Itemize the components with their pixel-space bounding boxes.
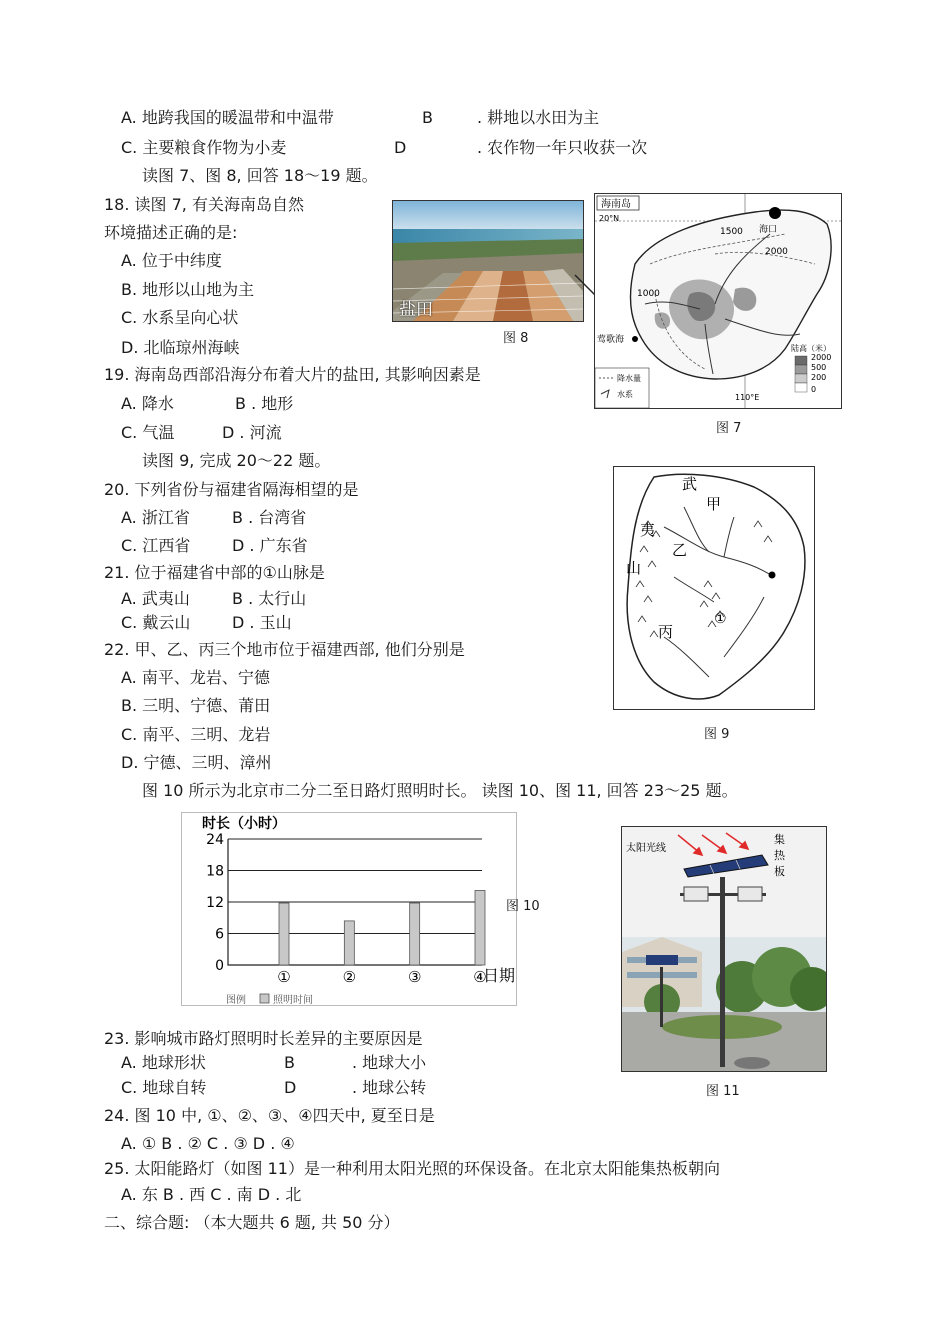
chart-legend-swatch xyxy=(260,994,269,1003)
chart-legend-prefix: 图例 xyxy=(226,995,246,1005)
fig11-panel-label-2: 热 xyxy=(774,849,785,862)
chart-ytick-label: 24 xyxy=(206,832,224,848)
fig7-yinggehai: 莺歌海 xyxy=(597,335,625,345)
q23-option-b: . 地球大小 xyxy=(352,1053,427,1072)
fig7-title: 海南岛 xyxy=(601,199,631,210)
section-2-heading: 二、综合题: （本大题共 6 题, 共 50 分） xyxy=(104,1213,400,1232)
q17-option-d-letter: D xyxy=(394,138,407,157)
chart-xtick-label: ② xyxy=(342,968,357,986)
intro-18-19: 读图 7、图 8, 回答 18～19 题。 xyxy=(142,166,378,185)
q21-stem: 21. 位于福建省中部的①山脉是 xyxy=(104,563,325,582)
fig9-label-bing: 丙 xyxy=(658,623,674,641)
q23-option-d-letter: D xyxy=(284,1078,297,1097)
intro-23-25: 图 10 所示为北京市二分二至日路灯照明时长。 读图 10、图 11, 回答 23～25 题。 xyxy=(142,781,738,800)
chart-ytick-label: 0 xyxy=(215,958,224,974)
fuzhou-marker xyxy=(769,572,776,579)
chart-bar xyxy=(475,890,485,965)
q19-option-d: D . 河流 xyxy=(222,423,282,442)
chart-ylabel: 时长（小时） xyxy=(202,816,286,832)
q24-options: A. ① B . ② C . ③ D . ④ xyxy=(121,1134,295,1153)
fig9-label-shan: 山 xyxy=(626,559,642,577)
fig9-label-yi2: 乙 xyxy=(672,541,688,559)
q22-stem: 22. 甲、乙、丙三个地市位于福建西部, 他们分别是 xyxy=(104,640,465,659)
fig7-legend-0: 0 xyxy=(811,385,817,394)
fig8-photo xyxy=(392,200,584,322)
q17-option-d: . 农作物一年只收获一次 xyxy=(477,138,648,157)
q18-option-b: B. 地形以山地为主 xyxy=(121,280,255,299)
q24-stem: 24. 图 10 中, ①、②、③、④四天中, 夏至日是 xyxy=(104,1106,435,1125)
fig11-caption: 图 11 xyxy=(706,1084,740,1099)
q22-option-d: D. 宁德、三明、漳州 xyxy=(121,753,272,772)
q20-option-d: D . 广东省 xyxy=(232,536,308,555)
q25-options: A. 东 B . 西 C . 南 D . 北 xyxy=(121,1185,302,1204)
q20-option-c: C. 江西省 xyxy=(121,536,191,555)
fig11-panel-label-1: 集 xyxy=(774,833,785,846)
q21-option-a: A. 武夷山 xyxy=(121,589,190,608)
lamp-pole xyxy=(720,877,725,1067)
fig9-caption: 图 9 xyxy=(704,727,730,742)
q17-option-c: C. 主要粮食作物为小麦 xyxy=(121,138,287,157)
fig7-legend-river: 水系 xyxy=(617,390,633,399)
fig7-caption: 图 7 xyxy=(716,421,742,436)
q20-option-b: B . 台湾省 xyxy=(232,508,307,527)
q21-option-b: B . 太行山 xyxy=(232,589,307,608)
q23-option-a: A. 地球形状 xyxy=(121,1053,206,1072)
fig7-iso-1000: 1000 xyxy=(637,289,660,299)
fig11-panel-label-3: 板 xyxy=(774,865,785,878)
q18-stem-line2: 环境描述正确的是: xyxy=(104,223,238,242)
chart-ytick-label: 6 xyxy=(215,926,224,943)
fig10-caption: 图 10 xyxy=(506,899,540,914)
q19-option-a: A. 降水 xyxy=(121,394,174,413)
fig7-haikou: 海口 xyxy=(759,225,778,235)
chart-xtick-label: ④ xyxy=(473,968,487,986)
q19-option-c: C. 气温 xyxy=(121,423,175,442)
fig7-iso-1500: 1500 xyxy=(720,227,743,237)
fig9-label-wu: 武 xyxy=(682,475,698,493)
q17-option-a: A. 地跨我国的暖温带和中温带 xyxy=(121,108,334,127)
q18-option-a: A. 位于中纬度 xyxy=(121,251,222,270)
q22-option-b: B. 三明、宁德、莆田 xyxy=(121,696,271,715)
fig10-chart xyxy=(181,812,517,1006)
q19-stem: 19. 海南岛西部沿海分布着大片的盐田, 其影响因素是 xyxy=(104,365,481,384)
q23-option-c: C. 地球自转 xyxy=(121,1078,207,1097)
fig7-legend-2000: 2000 xyxy=(811,353,832,362)
chart-xlabel: 日期 xyxy=(483,966,516,985)
fig7-iso-2000: 2000 xyxy=(765,247,788,257)
fig8-label-yantian: 盐田 xyxy=(399,300,433,320)
q18-stem-line1: 18. 读图 7, 有关海南岛自然 xyxy=(104,195,304,214)
fig7-legend-200: 200 xyxy=(811,373,827,382)
q23-option-d: . 地球公转 xyxy=(352,1078,427,1097)
q20-stem: 20. 下列省份与福建省隔海相望的是 xyxy=(104,480,359,499)
q25-stem: 25. 太阳能路灯（如图 11）是一种利用太阳光照的环保设备。在北京太阳能集热板朝向 xyxy=(104,1159,720,1178)
yinggehai-marker xyxy=(632,336,638,342)
q23-stem: 23. 影响城市路灯照明时长差异的主要原因是 xyxy=(104,1029,423,1048)
chart-ytick-label: 12 xyxy=(206,895,224,911)
fig7-legend-rain: 降水量 xyxy=(617,374,641,383)
fig7-map xyxy=(594,193,842,409)
fig8-caption: 图 8 xyxy=(503,331,529,346)
fig9-label-mountain-1: ① xyxy=(714,611,727,627)
fig7-legend-title: 陆高（米） xyxy=(791,344,831,353)
q20-option-a: A. 浙江省 xyxy=(121,508,190,527)
chart-legend-item: 照明时间 xyxy=(273,995,313,1005)
q21-option-c: C. 戴云山 xyxy=(121,613,191,632)
fig11-photo xyxy=(621,826,827,1072)
haikou-marker xyxy=(769,207,781,219)
q22-option-a: A. 南平、龙岩、宁德 xyxy=(121,668,270,687)
chart-xtick-label: ③ xyxy=(407,968,422,986)
q21-option-d: D . 玉山 xyxy=(232,613,292,632)
q17-option-b: . 耕地以水田为主 xyxy=(477,108,600,127)
intro-20-22: 读图 9, 完成 20～22 题。 xyxy=(142,451,331,470)
fig9-label-jia: 甲 xyxy=(706,495,722,513)
fig9-label-yi: 夷 xyxy=(640,521,656,539)
chart-bar xyxy=(279,903,289,965)
fig7-lat-label: 20°N xyxy=(599,214,620,223)
fig10-chart-svg xyxy=(182,813,516,1005)
q18-option-c: C. 水系呈向心状 xyxy=(121,308,239,327)
fig7-legend-500: 500 xyxy=(811,363,827,372)
q23-option-b-letter: B xyxy=(284,1053,295,1072)
q19-option-b: B . 地形 xyxy=(235,394,294,413)
q18-option-d: D. 北临琼州海峡 xyxy=(121,338,240,357)
q22-option-c: C. 南平、三明、龙岩 xyxy=(121,725,271,744)
chart-xtick-label: ① xyxy=(277,968,291,986)
q17-option-b-letter: B xyxy=(422,108,433,127)
fig11-sun-label: 太阳光线 xyxy=(626,843,666,854)
fig7-lon-label: 110°E xyxy=(735,393,760,402)
fig9-map xyxy=(613,466,815,710)
chart-bar xyxy=(410,903,420,965)
chart-bar xyxy=(344,921,354,965)
chart-ytick-label: 18 xyxy=(206,863,224,880)
